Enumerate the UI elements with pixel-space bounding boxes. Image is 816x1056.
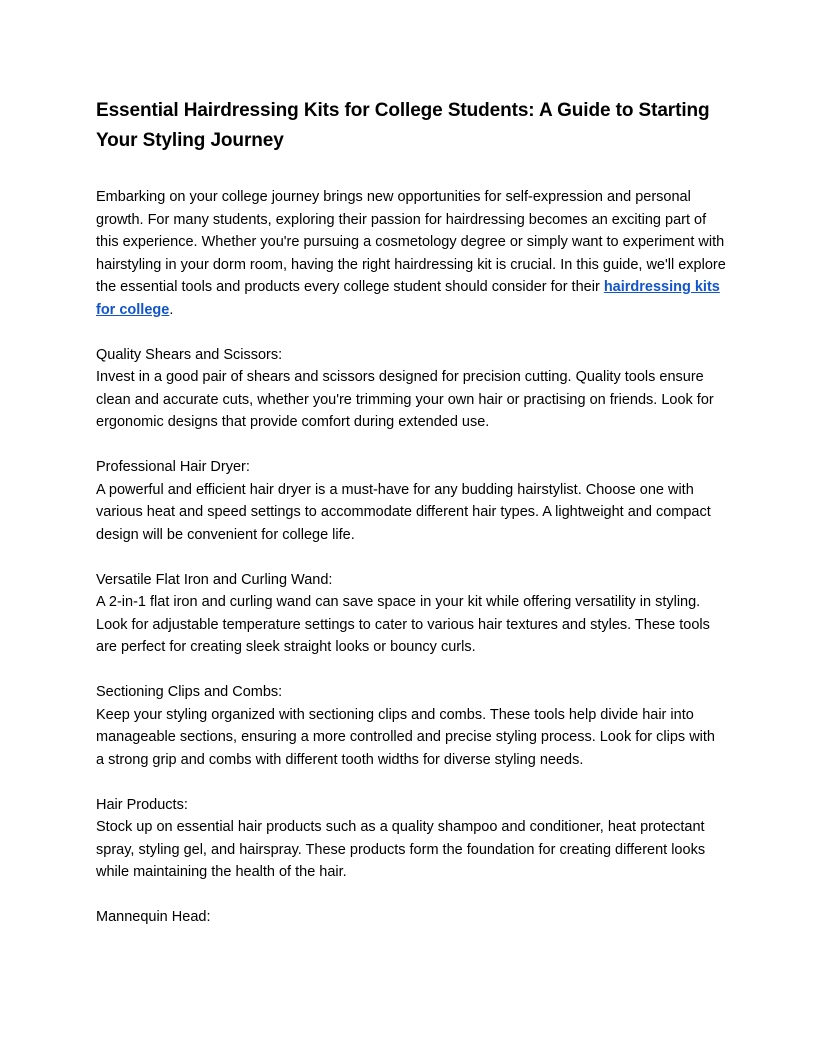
- section-heading: Versatile Flat Iron and Curling Wand:: [96, 571, 333, 588]
- section-body: Keep your styling organized with sectioning clips and combs. These tools help divide hair into manageable sections, ensuring a more controlled and precise styling process. Look for clips with a strong grip and combs with different tooth widths for diverse styling needs.: [96, 706, 715, 768]
- intro-text: Embarking on your college journey brings new opportunities for self-expression and personal growth. For many students, exploring their passion for hairdressing becomes an exciting part of this experience. Whether you're pursuing a cosmetology degree or simply want to experiment with hairstyling in your dorm room, having the right hairdressing kit is crucial. In this guide, we'll explore the essential tools and products every college student should consider for their: [96, 189, 726, 295]
- document-title: Essential Hairdressing Kits for College Students: A Guide to Starting Your Styling Journey: [96, 100, 710, 151]
- section-clips-combs: [96, 681, 726, 771]
- section-body: Invest in a good pair of shears and scissors designed for precision cutting. Quality tools ensure clean and accurate cuts, whether you're trimming your own hair or practising on friends. Look for ergonomic designs that provide comfort during extended use.: [96, 369, 714, 430]
- intro-end: .: [169, 301, 174, 318]
- section-mannequin-head: [96, 906, 726, 929]
- intro-paragraph: [96, 186, 726, 321]
- section-body: A 2-in-1 flat iron and curling wand can save space in your kit while offering versatility in styling. Look for adjustable temperature settings to cater to various hair textures and styles. These tools are perfect for creating sleek straight looks or bouncy curls.: [96, 594, 710, 655]
- section-body: A powerful and efficient hair dryer is a must-have for any budding hairstylist. Choose one with various heat and speed settings to accommodate different hair types. A lightweight and compact design will be convenient for college life.: [96, 481, 711, 543]
- section-heading: Quality Shears and Scissors:: [96, 346, 283, 363]
- hairdressing-kits-link[interactable]: hairdressing kits for college: [96, 279, 720, 318]
- document-page: [96, 96, 726, 951]
- section-heading: Hair Products:: [96, 796, 188, 813]
- section-flat-iron: [96, 569, 726, 659]
- section-body: Stock up on essential hair products such as a quality shampoo and conditioner, heat protectant spray, styling gel, and hairspray. These products form the foundation for creating different looks while maintaining the health of the hair.: [96, 819, 706, 880]
- section-hair-products: [96, 794, 726, 884]
- section-heading: Sectioning Clips and Combs:: [96, 684, 283, 700]
- section-shears: [96, 344, 726, 434]
- section-heading: Professional Hair Dryer:: [96, 459, 250, 475]
- section-hair-dryer: [96, 456, 726, 546]
- section-heading: Mannequin Head:: [96, 909, 211, 925]
